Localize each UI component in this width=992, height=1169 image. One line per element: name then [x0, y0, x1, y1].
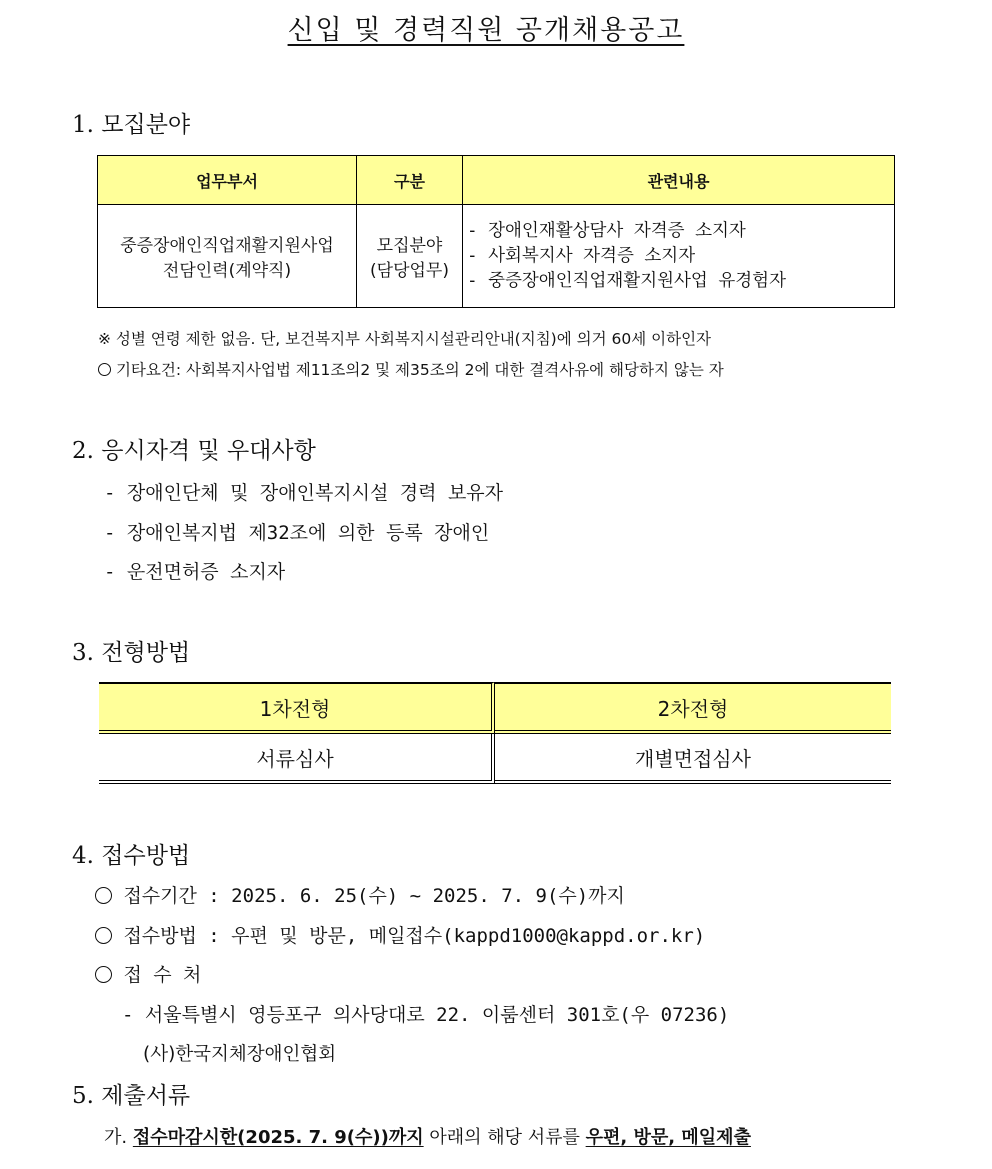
header-dept: 업무부서 — [98, 156, 357, 205]
content-cell — [463, 205, 895, 308]
application-method: 접수방법 : 우편 및 방문, 메일접수(kappd1000@kappd.or.kr) — [95, 921, 705, 948]
section-2-heading: 2. 응시자격 및 우대사항 — [72, 438, 316, 464]
submission-line: 가. 접수마감시한(2025. 7. 9(수))까지 아래의 해당 서류를 우편, 방문, 메일제출 — [104, 1127, 751, 1148]
dept-line2: 전담인력(계약직) — [162, 261, 292, 281]
qualification-item: - 장애인단체 및 장애인복지시설 경력 보유자 — [104, 482, 504, 504]
note-other: 기타요건: 사회복지사업법 제11조의2 및 제35조의 2에 대한 결격사유에 해당하지 않는 자 — [98, 358, 724, 380]
stage-1-header: 1차전형 — [99, 682, 495, 734]
circle-bullet-icon — [95, 927, 112, 944]
note-age: ※ 성별 연령 제한 없음. 단, 보건복지부 사회복지시설관리안내(지침)에 의거 60세 이하인자 — [98, 330, 712, 348]
qualification-item: - 운전면허증 소지자 — [104, 561, 286, 583]
stage-2-value: 개별면접심사 — [495, 734, 891, 784]
stage-1-value: 서류심사 — [99, 734, 495, 784]
qualification-item: - 장애인복지법 제32조에 의한 등록 장애인 — [104, 522, 490, 544]
submit-methods: 우편, 방문, 메일제출 — [585, 1127, 751, 1148]
header-content: 관련내용 — [463, 156, 895, 205]
application-place: 접 수 처 — [95, 960, 201, 987]
stage-2-header: 2차전형 — [495, 682, 891, 734]
page-title: 신입 및 경력직원 공개채용공고 — [287, 15, 685, 46]
dept-cell — [98, 205, 357, 308]
dept-line1: 중증장애인직업재활지원사업 — [120, 236, 334, 256]
header-type: 구분 — [357, 156, 463, 205]
circle-bullet-icon — [98, 363, 111, 376]
recruitment-table — [97, 155, 895, 308]
section-5-heading: 5. 제출서류 — [72, 1083, 191, 1109]
type-cell — [357, 205, 463, 308]
type-line2: (담당업무) — [370, 261, 449, 281]
address: - 서울특별시 영등포구 의사당대로 22. 이룸센터 301호(우 07236) — [122, 1004, 730, 1026]
section-1-heading: 1. 모집분야 — [72, 112, 191, 138]
content-line: - 사회복지사 자격증 소지자 — [467, 245, 696, 266]
deadline-text: 접수마감시한(2025. 7. 9(수))까지 — [132, 1127, 424, 1148]
organization: (사)한국지체장애인협회 — [143, 1044, 337, 1065]
application-period: 접수기간 : 2025. 6. 25(수) ~ 2025. 7. 9(수)까지 — [95, 881, 625, 908]
circle-bullet-icon — [95, 887, 112, 904]
section-3-heading: 3. 전형방법 — [72, 640, 191, 666]
circle-bullet-icon — [95, 966, 112, 983]
section-4-heading: 4. 접수방법 — [72, 843, 191, 869]
content-line: - 장애인재활상담사 자격증 소지자 — [467, 220, 746, 241]
selection-table — [99, 682, 891, 784]
type-line1: 모집분야 — [376, 236, 443, 256]
content-line: - 중증장애인직업재활지원사업 유경험자 — [467, 270, 786, 291]
